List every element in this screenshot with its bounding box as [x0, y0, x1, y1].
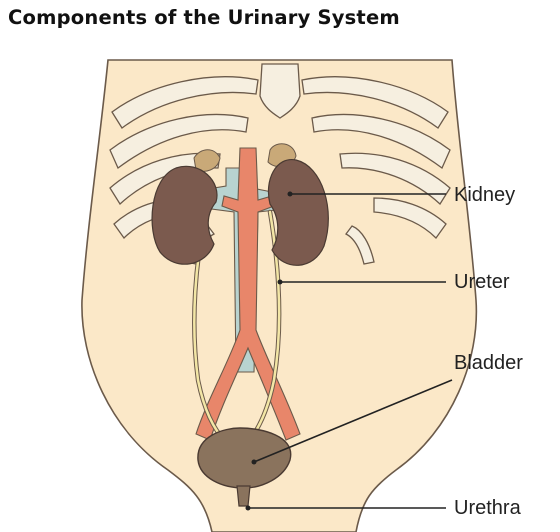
- diagram-title: Components of the Urinary System: [8, 6, 400, 29]
- label-bladder: Bladder: [454, 352, 523, 374]
- urethra: [237, 486, 250, 506]
- label-kidney: Kidney: [454, 184, 516, 206]
- left-kidney: [152, 166, 217, 264]
- label-ureter: Ureter: [454, 271, 510, 293]
- label-urethra: Urethra: [454, 497, 521, 519]
